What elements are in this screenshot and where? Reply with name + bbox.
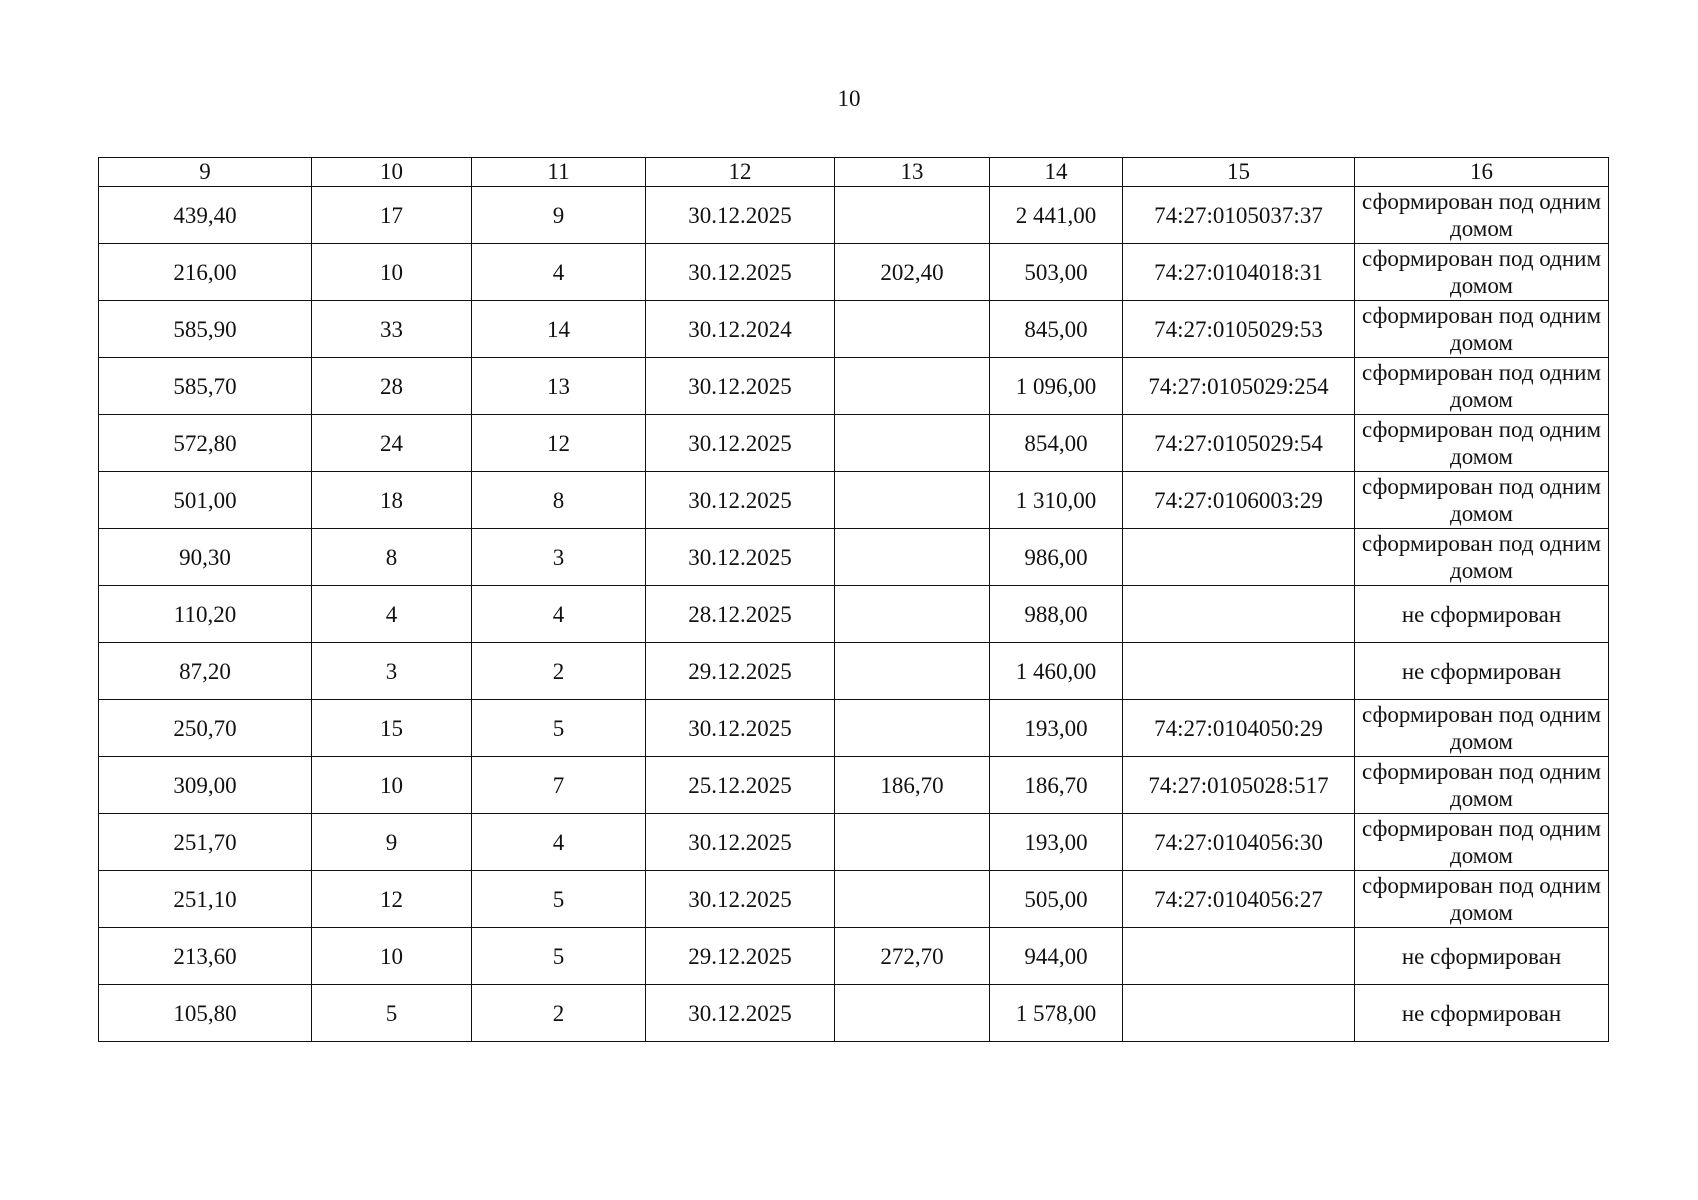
- table-row: [99, 358, 1609, 415]
- table-cell: 30.12.2025: [646, 358, 835, 415]
- table-cell: 213,60: [99, 928, 312, 985]
- table-cell: [835, 187, 990, 244]
- table-cell: 74:27:0106003:29: [1123, 472, 1355, 529]
- table-cell: 251,10: [99, 871, 312, 928]
- table-cell: [835, 415, 990, 472]
- table-row: [99, 301, 1609, 358]
- table-cell: 30.12.2025: [646, 472, 835, 529]
- table-cell: 30.12.2025: [646, 700, 835, 757]
- table-cell: сформирован под одним домом: [1355, 700, 1609, 757]
- table-cell: сформирован под одним домом: [1355, 757, 1609, 814]
- table-cell: 105,80: [99, 985, 312, 1042]
- table-cell: не сформирован: [1355, 985, 1609, 1042]
- table-cell: 854,00: [990, 415, 1123, 472]
- table-cell: 505,00: [990, 871, 1123, 928]
- table-cell: 17: [312, 187, 472, 244]
- table-cell: [835, 301, 990, 358]
- table-cell: [835, 985, 990, 1042]
- table-cell: 944,00: [990, 928, 1123, 985]
- table-cell: 4: [472, 814, 646, 871]
- column-header: 12: [646, 158, 835, 187]
- table-cell: [835, 871, 990, 928]
- table-cell: 572,80: [99, 415, 312, 472]
- table-cell: 193,00: [990, 700, 1123, 757]
- table-cell: сформирован под одним домом: [1355, 472, 1609, 529]
- table-cell: 30.12.2025: [646, 244, 835, 301]
- table-cell: 2 441,00: [990, 187, 1123, 244]
- table-cell: 5: [312, 985, 472, 1042]
- table-cell: 2: [472, 985, 646, 1042]
- table-cell: [1123, 985, 1355, 1042]
- table-cell: 5: [472, 871, 646, 928]
- table-cell: 1 460,00: [990, 643, 1123, 700]
- table-cell: 10: [312, 244, 472, 301]
- table-cell: 986,00: [990, 529, 1123, 586]
- table-cell: 30.12.2025: [646, 529, 835, 586]
- table-cell: 4: [472, 586, 646, 643]
- table-cell: 74:27:0104056:30: [1123, 814, 1355, 871]
- column-header: 13: [835, 158, 990, 187]
- table-cell: 30.12.2024: [646, 301, 835, 358]
- table-cell: 585,70: [99, 358, 312, 415]
- table-cell: 4: [472, 244, 646, 301]
- table-cell: 1 096,00: [990, 358, 1123, 415]
- table-cell: не сформирован: [1355, 586, 1609, 643]
- table-cell: 10: [312, 757, 472, 814]
- table-row: [99, 985, 1609, 1042]
- table-body: [99, 187, 1609, 1042]
- table-cell: [835, 700, 990, 757]
- table-cell: сформирован под одним домом: [1355, 814, 1609, 871]
- table-cell: [1123, 643, 1355, 700]
- table-cell: 28: [312, 358, 472, 415]
- table-cell: 3: [472, 529, 646, 586]
- table-row: [99, 586, 1609, 643]
- table-cell: [1123, 586, 1355, 643]
- table-row: [99, 415, 1609, 472]
- table-cell: 216,00: [99, 244, 312, 301]
- table-row: [99, 928, 1609, 985]
- table-cell: 3: [312, 643, 472, 700]
- table-cell: сформирован под одним домом: [1355, 301, 1609, 358]
- table-row: [99, 700, 1609, 757]
- table-cell: 30.12.2025: [646, 871, 835, 928]
- table-cell: 90,30: [99, 529, 312, 586]
- table-cell: 29.12.2025: [646, 643, 835, 700]
- table-cell: 251,70: [99, 814, 312, 871]
- table-cell: 1 310,00: [990, 472, 1123, 529]
- table-cell: сформирован под одним домом: [1355, 187, 1609, 244]
- table-cell: 87,20: [99, 643, 312, 700]
- data-table: [98, 157, 1609, 1042]
- table-cell: [1123, 928, 1355, 985]
- table-cell: 193,00: [990, 814, 1123, 871]
- table-cell: 74:27:0105029:54: [1123, 415, 1355, 472]
- table-cell: сформирован под одним домом: [1355, 244, 1609, 301]
- table-cell: сформирован под одним домом: [1355, 415, 1609, 472]
- table-cell: 1 578,00: [990, 985, 1123, 1042]
- table-row: [99, 814, 1609, 871]
- table-cell: 309,00: [99, 757, 312, 814]
- table-cell: 74:27:0104018:31: [1123, 244, 1355, 301]
- table-cell: [835, 814, 990, 871]
- table-row: [99, 643, 1609, 700]
- table-cell: 14: [472, 301, 646, 358]
- table-cell: [835, 472, 990, 529]
- table-cell: 74:27:0104056:27: [1123, 871, 1355, 928]
- header-row: [99, 158, 1609, 187]
- table-row: [99, 472, 1609, 529]
- table-header: [99, 158, 1609, 187]
- table-cell: 439,40: [99, 187, 312, 244]
- table-cell: 186,70: [990, 757, 1123, 814]
- table-cell: 30.12.2025: [646, 187, 835, 244]
- table-cell: 74:27:0105037:37: [1123, 187, 1355, 244]
- table-row: [99, 529, 1609, 586]
- table-cell: 988,00: [990, 586, 1123, 643]
- table-cell: 30.12.2025: [646, 985, 835, 1042]
- table-cell: 74:27:0105029:254: [1123, 358, 1355, 415]
- table-cell: 9: [312, 814, 472, 871]
- table-cell: 28.12.2025: [646, 586, 835, 643]
- column-header: 14: [990, 158, 1123, 187]
- table-cell: 25.12.2025: [646, 757, 835, 814]
- table-cell: 110,20: [99, 586, 312, 643]
- table-cell: сформирован под одним домом: [1355, 358, 1609, 415]
- table-cell: 501,00: [99, 472, 312, 529]
- table-cell: 9: [472, 187, 646, 244]
- table-cell: 15: [312, 700, 472, 757]
- table-cell: 8: [472, 472, 646, 529]
- table-cell: 250,70: [99, 700, 312, 757]
- table-cell: 33: [312, 301, 472, 358]
- table-row: [99, 871, 1609, 928]
- table-cell: 29.12.2025: [646, 928, 835, 985]
- column-header: 9: [99, 158, 312, 187]
- table-row: [99, 757, 1609, 814]
- table-row: [99, 187, 1609, 244]
- column-header: 15: [1123, 158, 1355, 187]
- table-cell: 30.12.2025: [646, 814, 835, 871]
- table-cell: [835, 358, 990, 415]
- column-header: 16: [1355, 158, 1609, 187]
- table-cell: 12: [472, 415, 646, 472]
- table-row: [99, 244, 1609, 301]
- table-cell: [1123, 529, 1355, 586]
- table-cell: 585,90: [99, 301, 312, 358]
- table-cell: 10: [312, 928, 472, 985]
- table-cell: 18: [312, 472, 472, 529]
- table-cell: 5: [472, 928, 646, 985]
- table-cell: [835, 643, 990, 700]
- table-cell: 7: [472, 757, 646, 814]
- table-cell: 272,70: [835, 928, 990, 985]
- table-cell: 24: [312, 415, 472, 472]
- table-cell: [835, 529, 990, 586]
- column-header: 11: [472, 158, 646, 187]
- table-cell: 13: [472, 358, 646, 415]
- table-cell: 2: [472, 643, 646, 700]
- table-cell: 74:27:0105029:53: [1123, 301, 1355, 358]
- table-cell: 503,00: [990, 244, 1123, 301]
- table-cell: не сформирован: [1355, 928, 1609, 985]
- table-cell: 12: [312, 871, 472, 928]
- table-cell: сформирован под одним домом: [1355, 529, 1609, 586]
- table-cell: 74:27:0104050:29: [1123, 700, 1355, 757]
- table-cell: 30.12.2025: [646, 415, 835, 472]
- table-cell: не сформирован: [1355, 643, 1609, 700]
- column-header: 10: [312, 158, 472, 187]
- table-cell: 845,00: [990, 301, 1123, 358]
- table-cell: 186,70: [835, 757, 990, 814]
- table-cell: [835, 586, 990, 643]
- table-cell: 8: [312, 529, 472, 586]
- table-cell: сформирован под одним домом: [1355, 871, 1609, 928]
- page-number: 10: [837, 86, 861, 111]
- table-cell: 4: [312, 586, 472, 643]
- table-cell: 5: [472, 700, 646, 757]
- table-cell: 74:27:0105028:517: [1123, 757, 1355, 814]
- table-cell: 202,40: [835, 244, 990, 301]
